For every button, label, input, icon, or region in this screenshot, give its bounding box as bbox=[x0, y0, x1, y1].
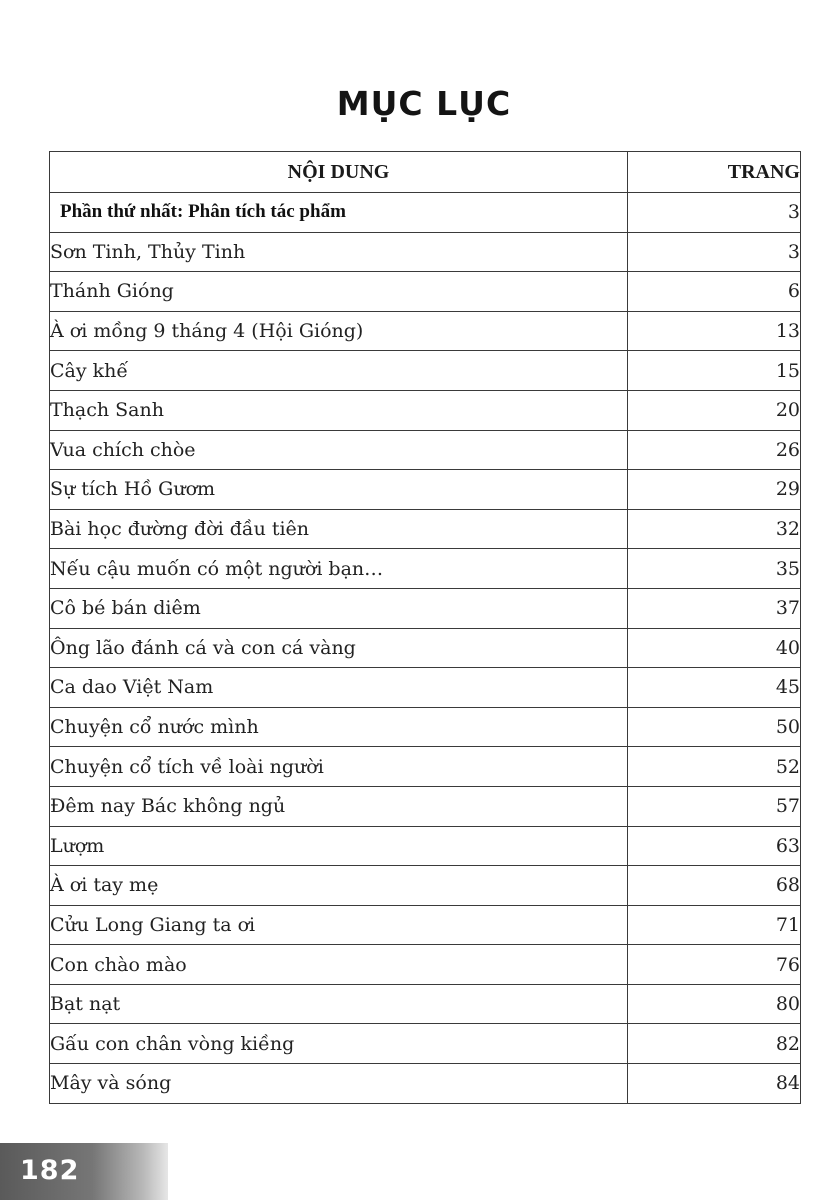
toc-entry-title: Cửu Long Giang ta ơi bbox=[50, 905, 628, 945]
toc-entry-page: 40 bbox=[628, 628, 801, 668]
page-title: MỤC LỤC bbox=[336, 84, 512, 124]
column-header-page: TRANG bbox=[628, 152, 801, 193]
toc-row bbox=[50, 786, 801, 826]
toc-row bbox=[50, 866, 801, 906]
toc-entry-title: Bạt nạt bbox=[50, 984, 628, 1024]
toc-row bbox=[50, 509, 801, 549]
toc-entry-title: Chuyện cổ tích về loài người bbox=[50, 747, 628, 787]
toc-entry-title: Ca dao Việt Nam bbox=[50, 668, 628, 708]
toc-entry-title: Lượm bbox=[50, 826, 628, 866]
toc-entry-title: Cô bé bán diêm bbox=[50, 588, 628, 628]
toc-entry-title: Phần thứ nhất: Phân tích tác phẩm bbox=[50, 193, 628, 233]
toc-entry-page: 71 bbox=[628, 905, 801, 945]
toc-row bbox=[50, 747, 801, 787]
toc-row bbox=[50, 1064, 801, 1104]
toc-entry-title: Con chào mào bbox=[50, 945, 628, 985]
toc-entry-page: 26 bbox=[628, 430, 801, 470]
toc-row bbox=[50, 945, 801, 985]
toc-entry-page: 52 bbox=[628, 747, 801, 787]
toc-entry-title: Sự tích Hồ Gươm bbox=[50, 470, 628, 510]
toc-entry-page: 29 bbox=[628, 470, 801, 510]
table-body bbox=[50, 193, 801, 1104]
toc-entry-page: 20 bbox=[628, 390, 801, 430]
toc-entry-page: 45 bbox=[628, 668, 801, 708]
column-header-content: NỘI DUNG bbox=[50, 152, 628, 193]
table-of-contents bbox=[49, 151, 801, 1104]
toc-row bbox=[50, 272, 801, 312]
table-header-row bbox=[50, 152, 801, 193]
toc-row bbox=[50, 826, 801, 866]
toc-entry-page: 84 bbox=[628, 1064, 801, 1104]
toc-part-row bbox=[50, 193, 801, 233]
toc-entry-page: 80 bbox=[628, 984, 801, 1024]
toc-entry-page: 50 bbox=[628, 707, 801, 747]
toc-entry-page: 15 bbox=[628, 351, 801, 391]
toc-entry-title: Vua chích chòe bbox=[50, 430, 628, 470]
toc-entry-title: Thánh Gióng bbox=[50, 272, 628, 312]
toc-entry-title: À ơi mồng 9 tháng 4 (Hội Gióng) bbox=[50, 311, 628, 351]
toc-entry-title: Ông lão đánh cá và con cá vàng bbox=[50, 628, 628, 668]
toc-row bbox=[50, 390, 801, 430]
toc-entry-title: Nếu cậu muốn có một người bạn… bbox=[50, 549, 628, 589]
toc-entry-page: 63 bbox=[628, 826, 801, 866]
toc-entry-page: 76 bbox=[628, 945, 801, 985]
toc-entry-page: 13 bbox=[628, 311, 801, 351]
toc-entry-title: À ơi tay mẹ bbox=[50, 866, 628, 906]
toc-row bbox=[50, 707, 801, 747]
toc-entry-page: 35 bbox=[628, 549, 801, 589]
toc-row bbox=[50, 549, 801, 589]
toc-row bbox=[50, 430, 801, 470]
toc-entry-page: 57 bbox=[628, 786, 801, 826]
toc-entry-title: Thạch Sanh bbox=[50, 390, 628, 430]
toc-entry-title: Cây khế bbox=[50, 351, 628, 391]
toc-entry-title: Sơn Tinh, Thủy Tinh bbox=[50, 232, 628, 272]
toc-row bbox=[50, 668, 801, 708]
toc-row bbox=[50, 984, 801, 1024]
toc-entry-page: 3 bbox=[628, 193, 801, 233]
page-number: 182 bbox=[20, 1155, 80, 1186]
toc-row bbox=[50, 351, 801, 391]
toc-row bbox=[50, 905, 801, 945]
toc-entry-title: Mây và sóng bbox=[50, 1064, 628, 1104]
toc-row bbox=[50, 1024, 801, 1064]
toc-entry-title: Gấu con chân vòng kiềng bbox=[50, 1024, 628, 1064]
toc-row bbox=[50, 232, 801, 272]
toc-entry-page: 6 bbox=[628, 272, 801, 312]
toc-entry-title: Bài học đường đời đầu tiên bbox=[50, 509, 628, 549]
toc-entry-page: 37 bbox=[628, 588, 801, 628]
toc-row bbox=[50, 588, 801, 628]
toc-row bbox=[50, 311, 801, 351]
toc-entry-title: Đêm nay Bác không ngủ bbox=[50, 786, 628, 826]
toc-row bbox=[50, 470, 801, 510]
toc-entry-page: 3 bbox=[628, 232, 801, 272]
toc-entry-title: Chuyện cổ nước mình bbox=[50, 707, 628, 747]
toc-row bbox=[50, 628, 801, 668]
toc-entry-page: 68 bbox=[628, 866, 801, 906]
toc-entry-page: 32 bbox=[628, 509, 801, 549]
toc-entry-page: 82 bbox=[628, 1024, 801, 1064]
